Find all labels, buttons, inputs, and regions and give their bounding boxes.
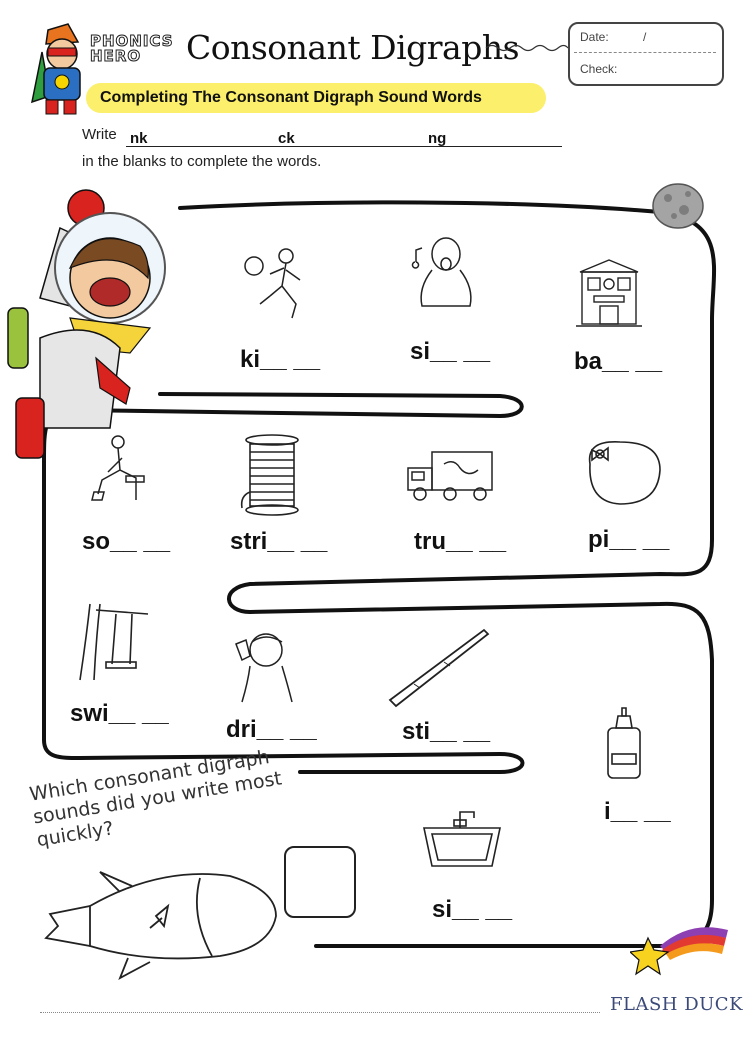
word-ink: i__ __ <box>604 798 671 825</box>
ink-icon <box>602 706 646 782</box>
kick-icon <box>240 244 312 322</box>
footer-divider <box>40 1012 600 1013</box>
moon-icon <box>650 180 706 232</box>
flashduck-logo: FLASH DUCK <box>610 994 744 1015</box>
word-bank: ba__ __ <box>574 348 663 375</box>
hero-astronaut-icon <box>0 188 175 473</box>
shooting-star-icon <box>630 916 730 976</box>
word-sink: si__ __ <box>432 896 513 923</box>
date-label: Date: <box>580 30 609 44</box>
digraph-nk: nk <box>130 130 148 147</box>
sing-icon <box>408 232 478 316</box>
truck-icon <box>404 448 496 506</box>
digraph-ng: ng <box>428 130 447 147</box>
check-label: Check: <box>580 62 618 76</box>
sock-icon <box>82 432 150 506</box>
word-pink: pi__ __ <box>588 526 670 553</box>
word-sock: so__ __ <box>82 528 171 555</box>
word-truck: tru__ __ <box>414 528 507 555</box>
word-stick: sti__ __ <box>402 718 491 745</box>
instructions-text: in the blanks to complete the words. <box>82 153 322 170</box>
date-separator: / <box>643 30 647 44</box>
pink-icon <box>580 434 666 508</box>
subtitle: Completing The Consonant Digraph Sound Words <box>100 89 482 106</box>
word-string: stri__ __ <box>230 528 328 555</box>
write-label: Write <box>82 126 117 143</box>
word-kink: ki__ __ <box>240 346 321 373</box>
bank-icon <box>574 256 644 332</box>
question-text: Which consonant digraph sounds did you write most quickly? <box>28 746 284 852</box>
brand-wordmark: PHONICS HERO <box>90 32 174 65</box>
stick-icon <box>384 624 490 708</box>
rocket-icon <box>40 856 280 982</box>
drink-icon <box>226 626 304 706</box>
string-icon <box>236 432 308 518</box>
sink-icon <box>420 806 504 870</box>
digraph-ck: ck <box>278 130 295 147</box>
page-title: Consonant Digraphs <box>186 28 520 67</box>
swing-icon <box>76 600 156 682</box>
word-swing: swi__ __ <box>70 700 169 727</box>
word-drink: dri__ __ <box>226 716 317 743</box>
answer-box[interactable] <box>284 846 356 918</box>
word-sing: si__ __ <box>410 338 491 365</box>
